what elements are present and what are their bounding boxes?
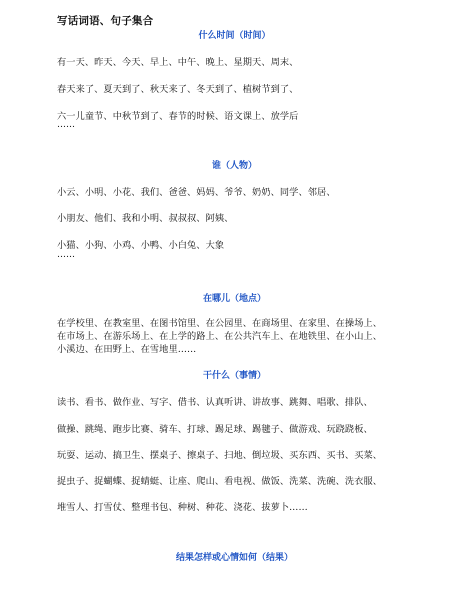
section-heading-time: 什么时间（时间） <box>198 31 271 41</box>
ellipsis: …… <box>57 120 75 130</box>
text-line: 小朋友、他们、我和小明、叔叔叔、阿姨、 <box>57 213 234 224</box>
text-line: 堆雪人、打雪仗、整理书包、种树、种花、浇花、拔萝卜…… <box>57 502 308 513</box>
section-heading-where: 在哪儿（地点） <box>202 294 266 304</box>
ellipsis: …… <box>57 250 75 260</box>
text-line: 小云、小明、小花、我们、爸爸、妈妈、爷爷、奶奶、同学、邻居、 <box>57 187 336 198</box>
section-heading-who: 谁（人物） <box>211 161 257 171</box>
text-line: 读书、看书、做作业、写字、借书、认真听讲、讲故事、跳舞、唱歌、排队、 <box>57 397 373 408</box>
text-line: 小猫、小狗、小鸡、小鸭、小白兔、大象 <box>57 240 225 251</box>
text-line: 小溪边、在田野上、在雪地里…… <box>57 344 197 355</box>
section-heading-result: 结果怎样或心情如何（结果） <box>175 553 293 563</box>
text-line: 在市场上、在游乐场上、在上学的路上、在公共汽车上、在地铁里、在小山上、 <box>57 331 383 342</box>
text-line: 捉虫子、捉蝴蝶、捉蜻蜓、让座、爬山、看电视、做饭、洗菜、洗碗、洗衣服、 <box>57 476 383 487</box>
section-heading-what: 干什么（事情） <box>202 371 266 381</box>
text-line: 春天来了、夏天到了、秋天来了、冬天到了、植树节到了、 <box>57 84 299 95</box>
text-line: 玩耍、运动、搞卫生、摆桌子、擦桌子、扫地、倒垃圾、买东西、买书、买菜、 <box>57 450 383 461</box>
text-line: 在学校里、在教室里、在图书馆里、在公园里、在商场里、在家里、在操场上、 <box>57 318 383 329</box>
document-title: 写话词语、句子集合 <box>57 15 154 27</box>
text-line: 做操、跳绳、跑步比赛、骑车、打球、踢足球、踢毽子、做游戏、玩跷跷板、 <box>57 424 373 435</box>
text-line: 有一天、昨天、今天、早上、中午、晚上、星期天、周末、 <box>57 57 299 68</box>
text-line: 六一儿童节、中秋节到了、春节的时候、语文课上、放学后 <box>57 111 299 122</box>
